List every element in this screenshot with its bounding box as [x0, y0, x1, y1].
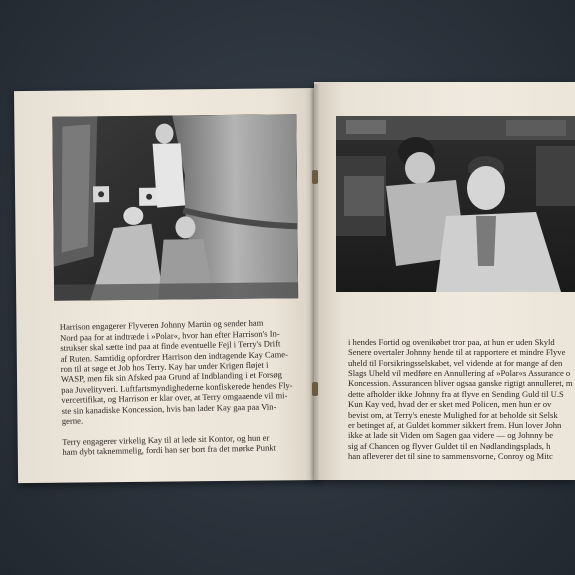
right-page-text [348, 316, 575, 483]
right-paragraph: i hendes Fortid og ovenikøbet tror paa, at hun er uden Skyld Senere overtaler Johnny hende til at rapportere et mindre Flyve uheld til Forsikringsselskabet, vel vidende at for mange af den Slags Uheld vil medføre en Annullering af »Polar«s Assurance o Koncession. Assurancen bliver ogsaa ganske rigtigt annulleret, m dette afholder ikke Johnny fra at flyve en Sending Guld til U.S Kun Kay ved, hvad der er sket med Policen, men hun er ov bevist om, at Terry's eneste Mulighed for at beholde sit Selsk er betinget af, at Guldet kommer sikkert frem. Hun lover John ikke at lade sit Viden om Sagen gaa videre — og Johnny be sig af Chancen og flyver Guldet til en Nødlandingsplads, h han afleverer det til sine to sammensvorne, Conroy og Mitc [348, 336, 573, 462]
left-paragraph: Terry engagerer virkelig Kay til at lede sit Kontor, og hun er ham dybt taknemmelig, fordi han ser bort fra det mørke Punkt [62, 432, 277, 458]
staple-top [312, 170, 318, 184]
staple-bottom [312, 382, 318, 396]
film-still-airplane-scene [52, 114, 298, 301]
left-page-text [60, 307, 299, 468]
left-page [14, 88, 320, 483]
left-paragraph: Harrison engagerer Flyveren Johnny Martin og sender ham Nord paa for at indtræde i »Polar«, hvor han efter Harrison's In- strukser skal sætte ind paa at finde eventuelle Fejl i Terry's Drift af Ruten. Samtidig opfordrer Harrison den indtagende Kay Came- ron til at søge et Job hos Terry. Kay har under Krigen fløjet i WASP, men fik sin Afsked paa Grund af Indblanding i et Forsøg paa Juvelityveri. Luftfartsmyndighederne konfiskerede hendes Fly- vercertifikat, og Harrison er klar over, at Terry omgaaende vil mi- ste sin kanadiske Koncession, hvis han lader Kay gaa paa Vin- gerne. [59, 318, 293, 426]
right-page [314, 82, 575, 480]
film-still-cockpit-scene [336, 116, 575, 292]
open-booklet [14, 82, 575, 478]
film-still-photo-right [336, 116, 575, 292]
booklet-spine [310, 84, 320, 480]
film-still-photo-left [52, 114, 298, 301]
